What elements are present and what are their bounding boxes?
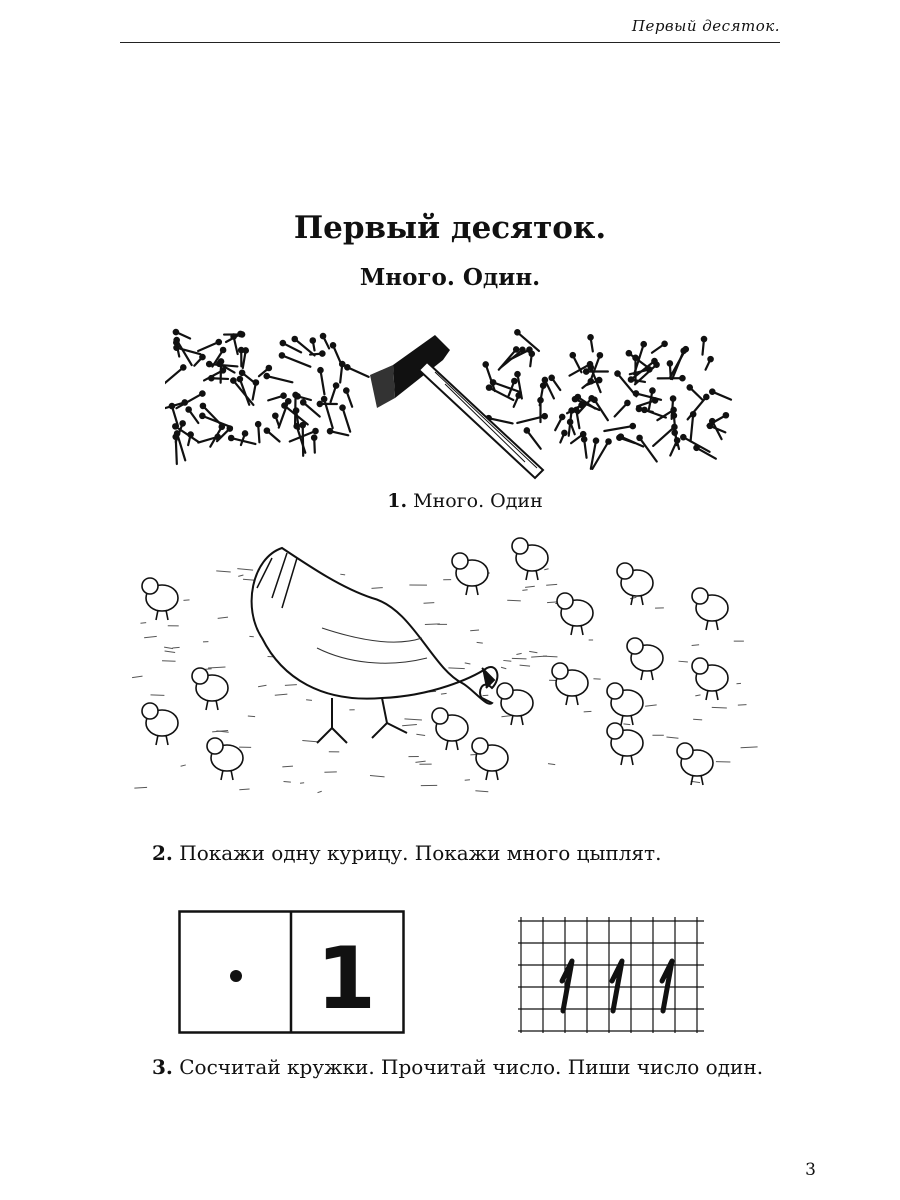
exercise-3-number: 3. <box>152 1055 173 1079</box>
page-title: Первый десяток. <box>293 210 607 246</box>
exercise-1-caption <box>0 490 900 512</box>
exercise-3-instruction <box>152 1052 792 1082</box>
exercise-2-text: Покажи одну курицу. Покажи много цыплят. <box>179 841 662 865</box>
number-card-digit: 1 <box>316 929 376 1029</box>
exercise-2-number: 2. <box>152 841 173 865</box>
exercise-1-text: Много. Один <box>413 490 543 512</box>
running-head-text: Первый десяток. <box>631 17 780 35</box>
exercise-1-number: 1. <box>387 490 408 512</box>
nails-hammer-illustration <box>165 320 765 480</box>
copybook-grid <box>516 915 706 1035</box>
exercise-2-instruction <box>152 838 852 868</box>
exercise-3-text: Сосчитай кружки. Прочитай число. Пиши число один. <box>179 1055 764 1079</box>
number-card <box>178 910 408 1036</box>
running-head <box>120 14 780 43</box>
hen-chicks-illustration <box>132 528 772 798</box>
handwritten-ones <box>562 961 672 1011</box>
counting-dot-icon <box>230 970 242 982</box>
nails-pile-left <box>165 330 369 464</box>
page-number: 3 <box>805 1160 816 1180</box>
page-subtitle: Много. Один. <box>359 264 541 291</box>
